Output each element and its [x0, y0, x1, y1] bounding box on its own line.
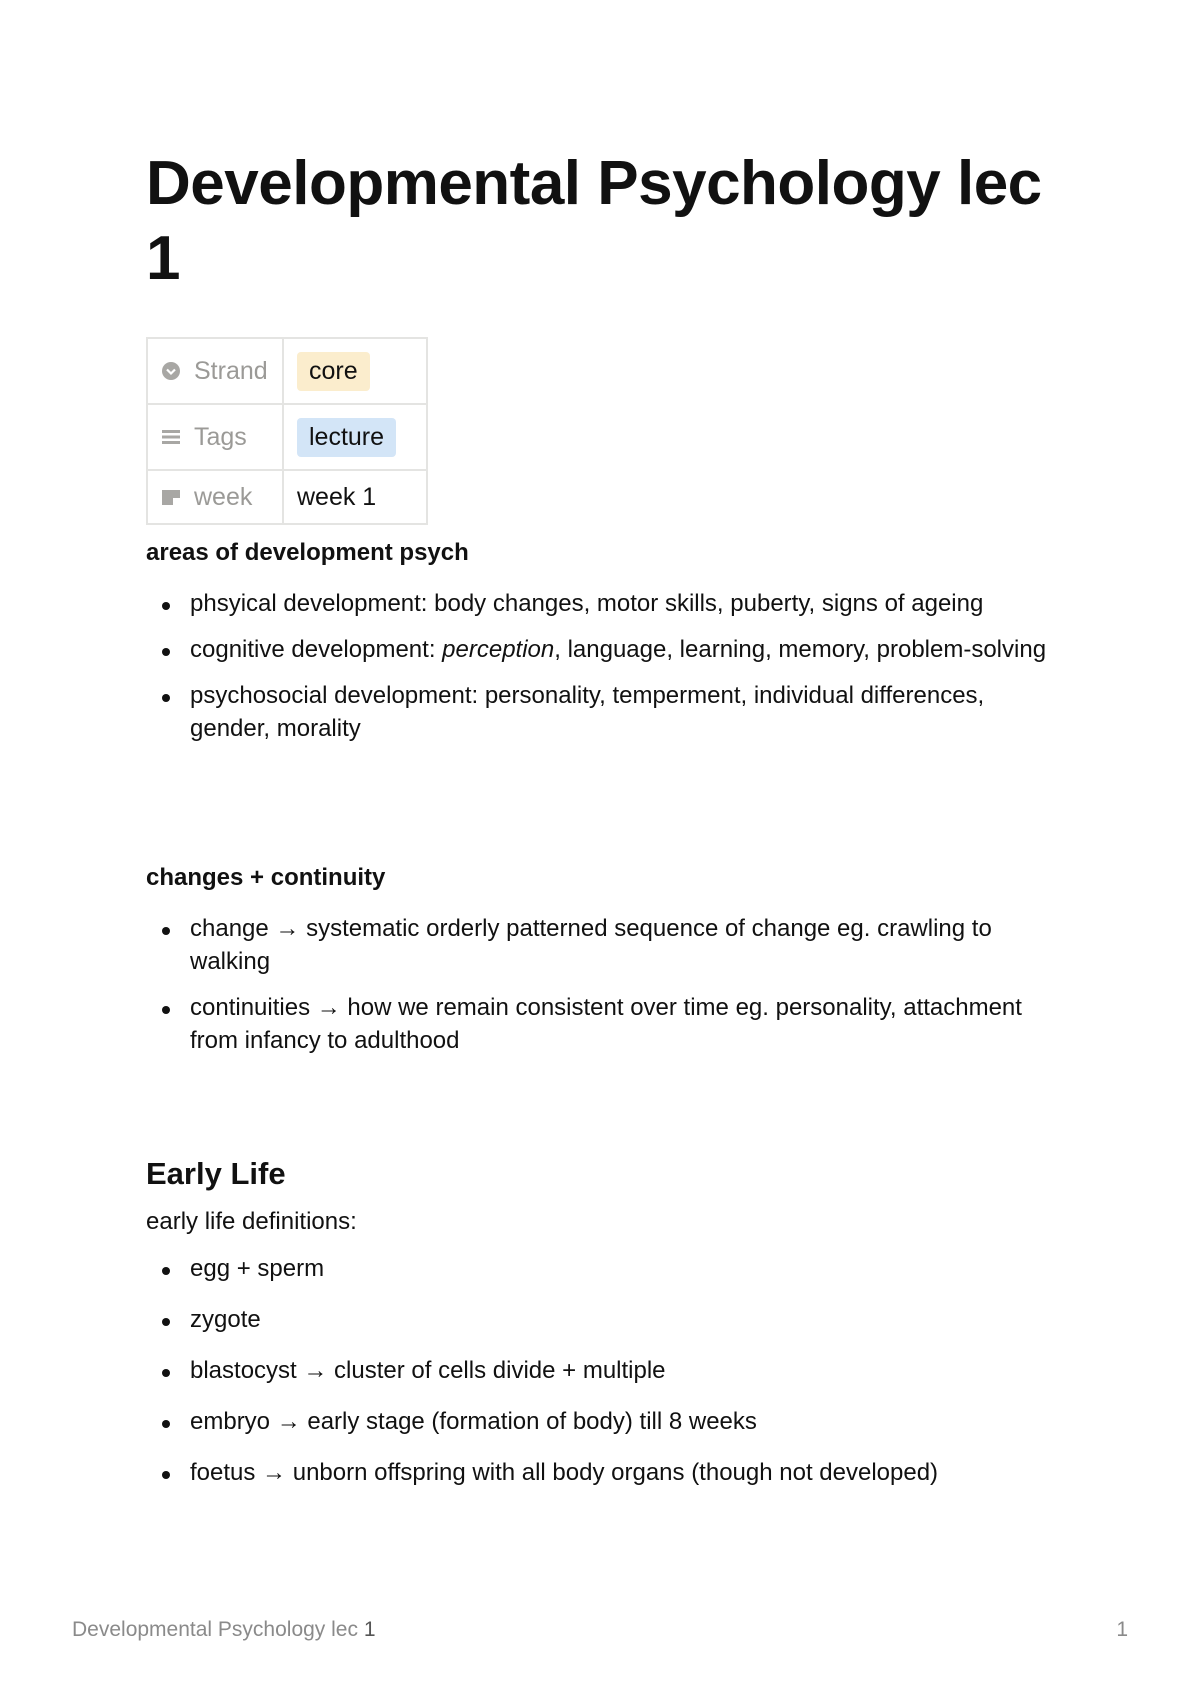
- areas-list: [146, 587, 1066, 745]
- select-icon: [160, 360, 182, 382]
- areas-heading: areas of development psych: [146, 539, 469, 566]
- early-life-intro: early life definitions:: [146, 1208, 357, 1235]
- changes-heading: changes + continuity: [146, 864, 386, 891]
- emphasis-text: perception: [442, 636, 555, 663]
- list-item: continuities → how we remain consistent over time eg. personality, attachment from infancy to adulthood: [146, 991, 1066, 1057]
- property-row-tags: [147, 404, 427, 470]
- list-item: psychosocial development: personality, temperment, individual differences, gender, morality: [146, 679, 1066, 745]
- property-key-strand: Strand: [194, 356, 268, 385]
- property-key-week: week: [194, 482, 253, 511]
- list-item: embryo → early stage (formation of body) till 8 weeks: [146, 1405, 1066, 1438]
- text-property-icon: [160, 486, 182, 508]
- list-item: phsyical development: body changes, motor skills, puberty, signs of ageing: [146, 587, 1066, 620]
- list-item: change → systematic orderly patterned sequence of change eg. crawling to walking: [146, 912, 1066, 978]
- list-item: egg + sperm: [146, 1252, 1066, 1285]
- list-item: zygote: [146, 1303, 1066, 1336]
- week-value[interactable]: week 1: [297, 482, 377, 511]
- list-item: cognitive development: perception, language, learning, memory, problem-solving: [146, 633, 1066, 666]
- properties-table: [146, 337, 428, 525]
- changes-section: [146, 863, 1066, 1057]
- footer-doc-title: Developmental Psychology lec 1: [72, 1618, 376, 1641]
- early-life-section: [146, 1155, 1066, 1489]
- property-row-strand: [147, 338, 427, 404]
- list-item: foetus → unborn offspring with all body organs (though not developed): [146, 1456, 1066, 1489]
- list-item: blastocyst → cluster of cells divide + multiple: [146, 1354, 1066, 1387]
- lecture-tag[interactable]: lecture: [297, 418, 396, 457]
- areas-section: [146, 538, 1066, 745]
- early-life-list: [146, 1252, 1066, 1489]
- early-life-heading: Early Life: [146, 1156, 286, 1191]
- property-row-week: [147, 470, 427, 524]
- page-number: 1: [1116, 1618, 1128, 1641]
- page-title: Developmental Psychology lec 1: [146, 149, 1042, 293]
- multi-select-icon: [160, 426, 182, 448]
- changes-list: [146, 912, 1066, 1057]
- strand-tag[interactable]: core: [297, 352, 370, 391]
- property-key-tags: Tags: [194, 422, 247, 451]
